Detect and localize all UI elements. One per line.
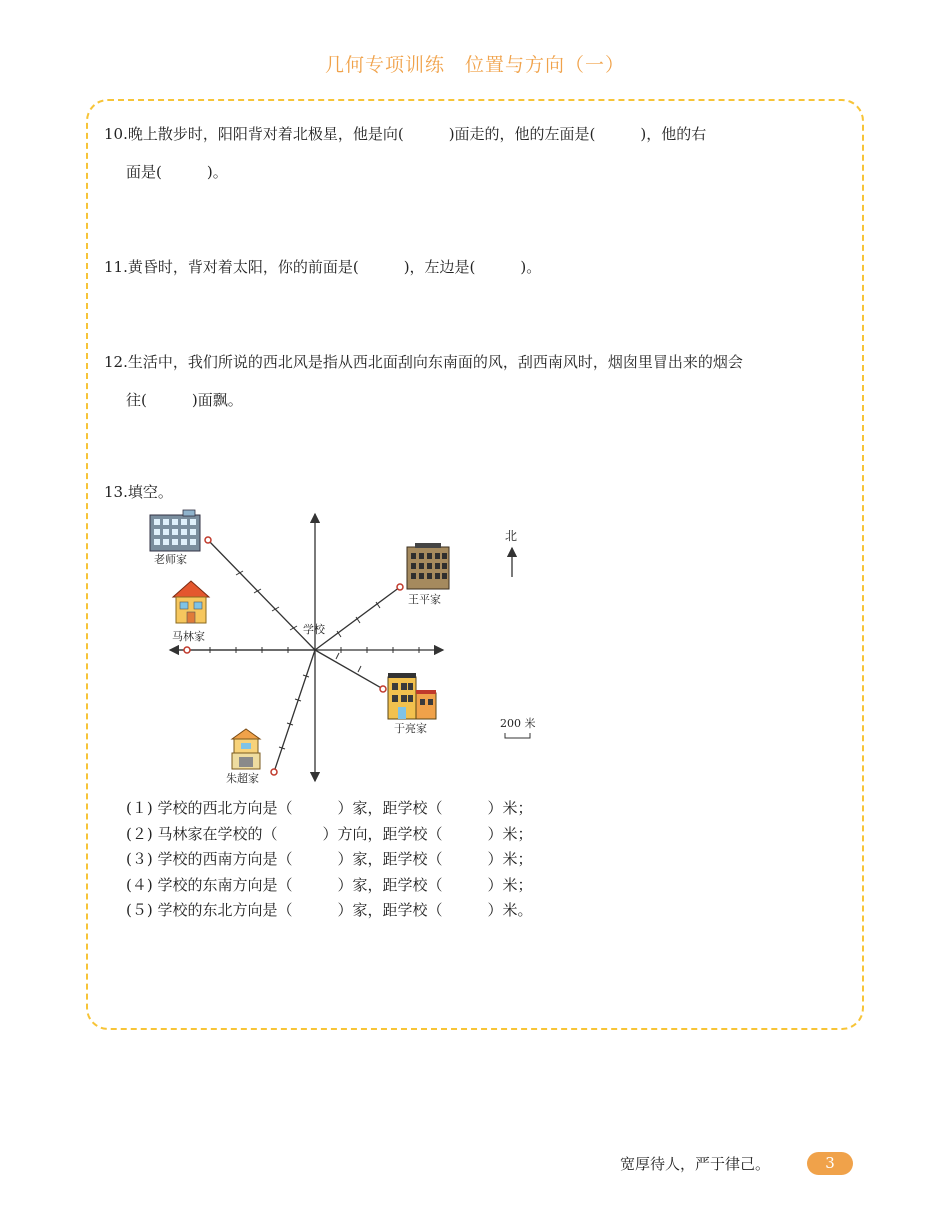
malin-label: 马林家	[172, 630, 205, 643]
question-13-line1: 13.填空。	[104, 483, 173, 501]
ray-zhuchao	[274, 650, 315, 772]
zhuchao-point	[271, 769, 277, 775]
scale-bar	[505, 733, 530, 738]
subquestion-2: (２) 马林家在学校的（ ）方向，距学校（ ）米；	[126, 824, 533, 843]
question-11	[104, 248, 839, 286]
subquestion-1: (１) 学校的西北方向是（ ）家，距学校（ ）米；	[126, 799, 533, 817]
question-11-line1: 11.黄昏时，背对着太阳，你的前面是( )，左边是( )。	[104, 258, 542, 276]
malin-point	[184, 647, 190, 653]
wangping-building-icon	[407, 543, 449, 589]
teacher-label: 老师家	[154, 553, 187, 566]
question-10-line2: 面是( )。	[126, 163, 228, 181]
subquestion-4: (４) 学校的东南方向是（ ）家，距学校（ ）米；	[126, 875, 533, 894]
yuliang-label: 于亮家	[394, 722, 427, 735]
question-12-line1: 12.生活中，我们所说的西北风是指从西北面刮向东南面的风，刮西南风时，烟囱里冒出来的烟会	[104, 353, 743, 371]
north-label: 北	[505, 529, 518, 543]
question-12-line2: 往( )面飘。	[126, 391, 243, 409]
school-label: 学校	[303, 623, 325, 636]
wangping-label: 王平家	[408, 593, 441, 606]
subquestion-5: (５) 学校的东北方向是（ ）家，距学校（ ）米。	[126, 901, 533, 919]
scale-label: 200 米	[500, 717, 536, 730]
ray-yuliang	[315, 650, 383, 689]
zhuchao-label: 朱超家	[226, 772, 259, 785]
wangping-point	[397, 584, 403, 590]
ray-teacher	[208, 540, 315, 650]
zhuchao-house-icon	[232, 729, 260, 769]
subquestion-3: (３) 学校的西南方向是（ ）家，距学校（ ）米；	[126, 850, 533, 868]
yuliang-building-icon	[388, 673, 436, 719]
page-number-badge: 3	[807, 1152, 853, 1175]
question-10	[104, 115, 839, 191]
footer-motto: 宽厚待人，严于律己。	[620, 1155, 771, 1173]
direction-diagram	[140, 505, 550, 790]
question-10-line1: 10.晚上散步时，阳阳背对着北极星，他是向( )面走的，他的左面是( )，他的右	[104, 125, 707, 143]
teacher-building-icon	[150, 510, 200, 551]
yuliang-point	[380, 686, 386, 692]
subquestion-list	[126, 796, 532, 924]
question-12	[104, 343, 839, 419]
page-title: 几何专项训练 位置与方向（一）	[324, 54, 625, 76]
malin-house-icon	[173, 581, 209, 623]
teacher-point	[205, 537, 211, 543]
